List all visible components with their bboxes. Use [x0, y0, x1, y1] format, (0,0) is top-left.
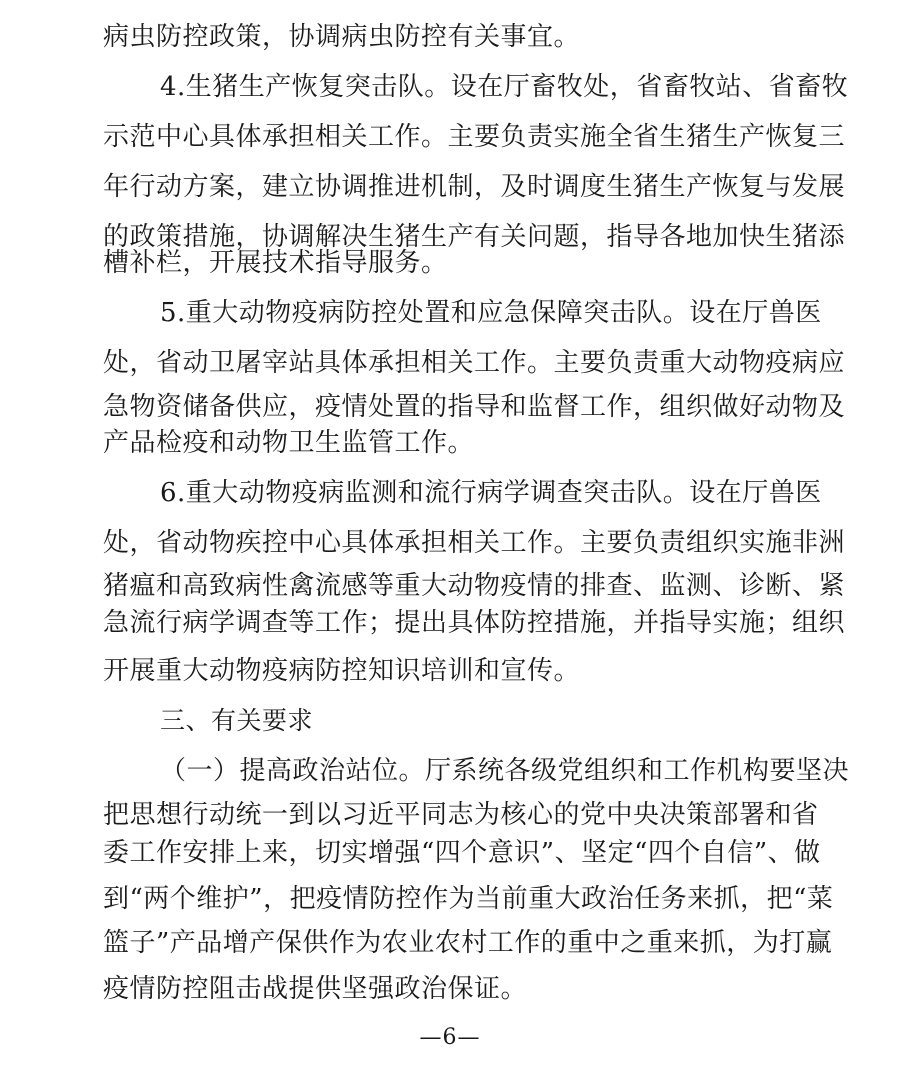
paragraph-line: 急流行病学调查等工作；提出具体防控措施，并指导实施；组织	[103, 608, 846, 638]
paragraph-line: 槽补栏，开展技术指导服务。	[103, 248, 448, 278]
paragraph-line: （一）提高政治站位。厅系统各级党组织和工作机构要坚决	[160, 756, 850, 786]
page-number: —6—	[419, 1025, 481, 1050]
paragraph-line: 疫情防控阻击战提供坚强政治保证。	[103, 974, 528, 1004]
paragraph-line: 5.重大动物疫病防控处置和应急保障突击队。设在厅兽医	[160, 298, 822, 328]
paragraph-line: 急物资储备供应，疫情处置的指导和监督工作，组织做好动物及	[103, 392, 846, 422]
paragraph-line: 到“两个维护”，把疫情防控作为当前重大政治任务来抓，把“菜	[103, 884, 834, 914]
paragraph-line: 4.生猪生产恢复突击队。设在厅畜牧处，省畜牧站、省畜牧	[160, 72, 849, 102]
paragraph-line: 猪瘟和高致病性禽流感等重大动物疫情的排查、监测、诊断、紧	[103, 571, 846, 601]
section-heading: 三、有关要求	[160, 706, 314, 735]
paragraph-line: 产品检疫和动物卫生监管工作。	[103, 428, 475, 458]
paragraph-line: 把思想行动统一到以习近平同志为核心的党中央决策部署和省	[103, 800, 819, 830]
paragraph-line: 处，省动卫屠宰站具体承担相关工作。主要负责重大动物疫病应	[103, 348, 846, 378]
paragraph-line: 处，省动物疾控中心具体承担相关工作。主要负责组织实施非洲	[103, 528, 846, 558]
paragraph-line: 病虫防控政策，协调病虫防控有关事宜。	[103, 22, 581, 52]
paragraph-line: 6.重大动物疫病监测和流行病学调查突击队。设在厅兽医	[160, 478, 822, 508]
paragraph-line: 的政策措施，协调解决生猪生产有关问题，指导各地加快生猪添	[103, 222, 846, 252]
paragraph-line: 示范中心具体承担相关工作。主要负责实施全省生猪生产恢复三	[103, 122, 846, 152]
paragraph-line: 年行动方案，建立协调推进机制，及时调度生猪生产恢复与发展	[103, 172, 846, 202]
paragraph-line: 开展重大动物疫病防控知识培训和宣传。	[103, 656, 581, 686]
paragraph-line: 委工作安排上来，切实增强“四个意识”、坚定“四个自信”、做	[103, 838, 821, 868]
paragraph-line: 篮子”产品增产保供作为农业农村工作的重中之重来抓，为打赢	[103, 928, 833, 958]
